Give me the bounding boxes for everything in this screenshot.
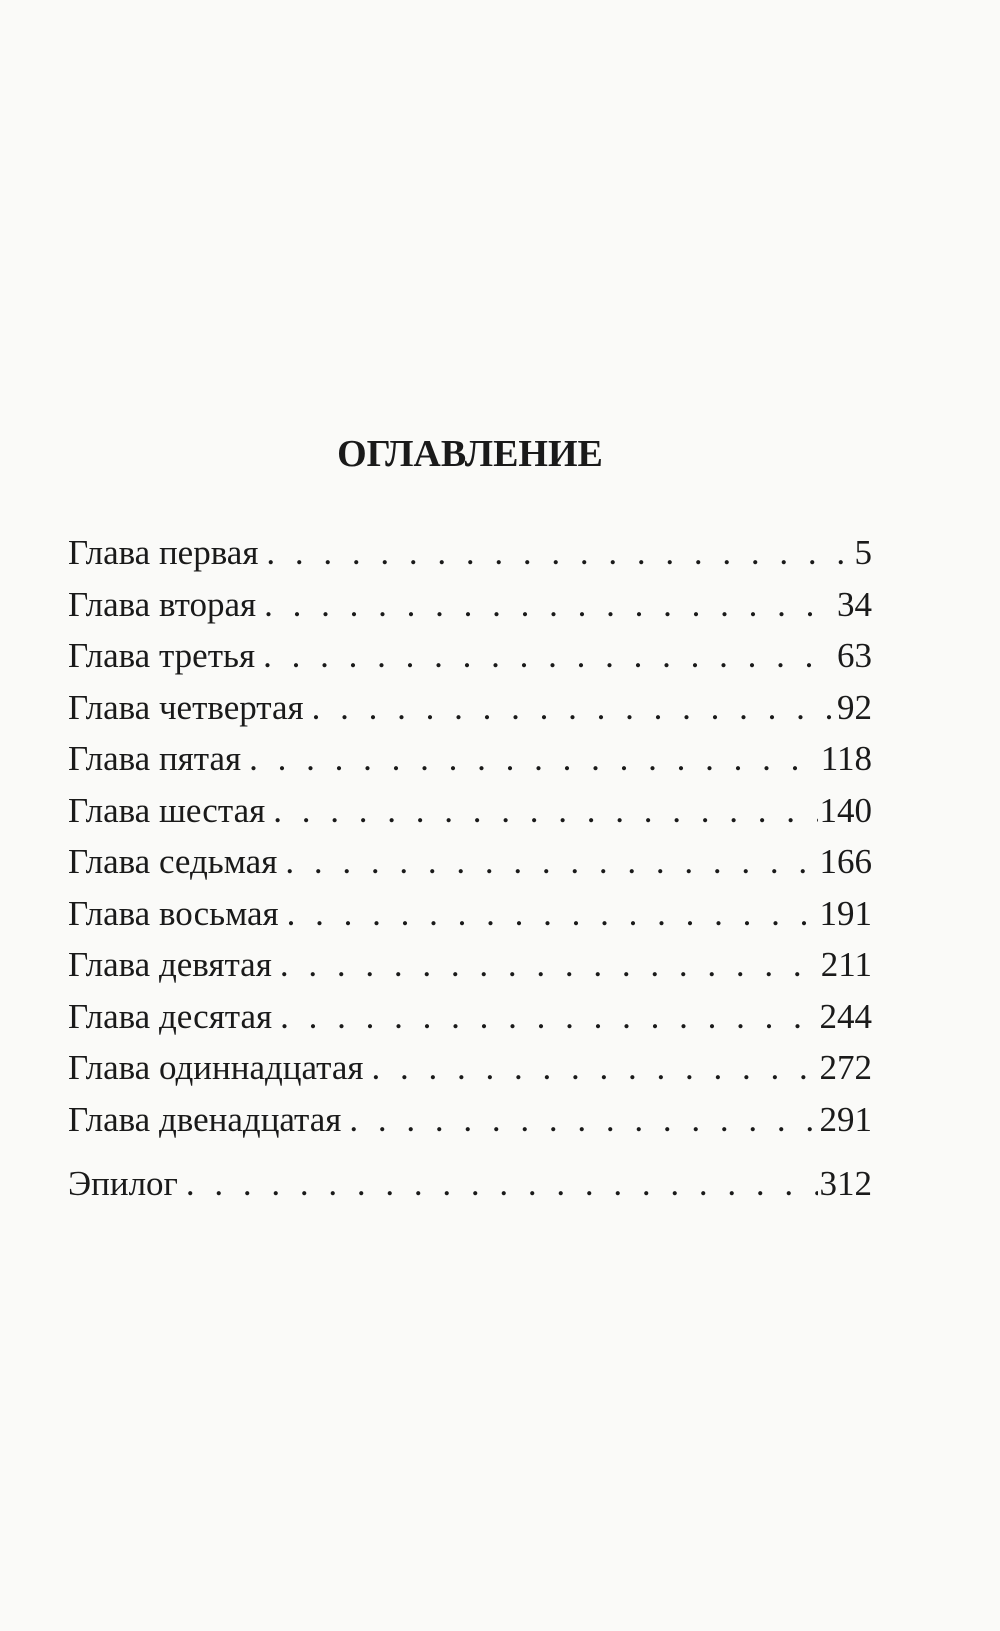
toc-entry-label: Глава седьмая	[68, 842, 278, 881]
toc-entry-label: Глава вторая	[68, 584, 257, 624]
toc-entry-label: Эпилог	[68, 1164, 178, 1203]
toc-entry-label: Глава первая	[68, 533, 259, 572]
dot-leader	[264, 579, 835, 631]
toc-entry-label: Глава пятая	[68, 739, 242, 778]
toc-entry-page: 92	[837, 687, 872, 727]
dot-leader	[263, 630, 835, 682]
toc-entry-chapter-3	[68, 630, 872, 682]
toc-entry-label: Глава десятая	[68, 996, 273, 1036]
toc-entry-epilogue	[68, 1158, 872, 1210]
toc-entry-chapter-8	[68, 888, 872, 940]
toc-entry-chapter-2	[68, 579, 872, 631]
toc-entry-label: Глава шестая	[68, 790, 266, 830]
toc-entry-page: 166	[819, 842, 872, 881]
toc-entry-page: 191	[819, 893, 872, 933]
toc-entry-chapter-12	[68, 1094, 872, 1146]
dot-leader	[287, 888, 818, 940]
toc-entry-chapter-4	[68, 682, 872, 734]
toc-entry-page: 312	[819, 1164, 872, 1203]
toc-entry-page: 272	[819, 1048, 872, 1087]
toc-entry-chapter-10	[68, 991, 872, 1043]
toc-entry-page: 244	[819, 996, 872, 1036]
toc-entry-label: Глава двенадцатая	[68, 1099, 342, 1139]
dot-leader	[249, 733, 819, 785]
toc-entry-label: Глава девятая	[68, 945, 272, 984]
toc-entry-page: 34	[837, 584, 872, 624]
toc-entry-page: 211	[820, 945, 872, 984]
toc-entry-label: Глава восьмая	[68, 893, 279, 933]
toc-entry-chapter-7	[68, 836, 872, 888]
dot-leader	[349, 1094, 817, 1146]
toc-entry-chapter-6	[68, 785, 872, 837]
toc-list	[68, 527, 872, 1210]
toc-entry-chapter-5	[68, 733, 872, 785]
dot-leader	[280, 939, 819, 991]
toc-entry-page: 291	[819, 1099, 872, 1139]
toc-title: ОГЛАВЛЕНИЕ	[337, 433, 603, 475]
dot-leader	[186, 1158, 818, 1210]
dot-leader	[312, 682, 835, 734]
toc-entry-chapter-11	[68, 1042, 872, 1094]
toc-entry-page: 63	[837, 636, 872, 675]
toc-entry-label: Глава одиннадцатая	[68, 1048, 364, 1087]
toc-entry-chapter-9	[68, 939, 872, 991]
dot-leader	[280, 991, 817, 1043]
dot-leader	[285, 836, 817, 888]
toc-entry-page: 5	[854, 533, 872, 572]
toc-entry-chapter-1	[68, 527, 872, 579]
dot-leader	[273, 785, 817, 837]
toc-entry-page: 118	[820, 739, 872, 778]
toc-entry-page: 140	[819, 790, 872, 830]
dot-leader	[372, 1042, 818, 1094]
toc-entry-label: Глава третья	[68, 636, 256, 675]
toc-entry-label: Глава четвертая	[68, 687, 304, 727]
dot-leader	[266, 527, 852, 579]
